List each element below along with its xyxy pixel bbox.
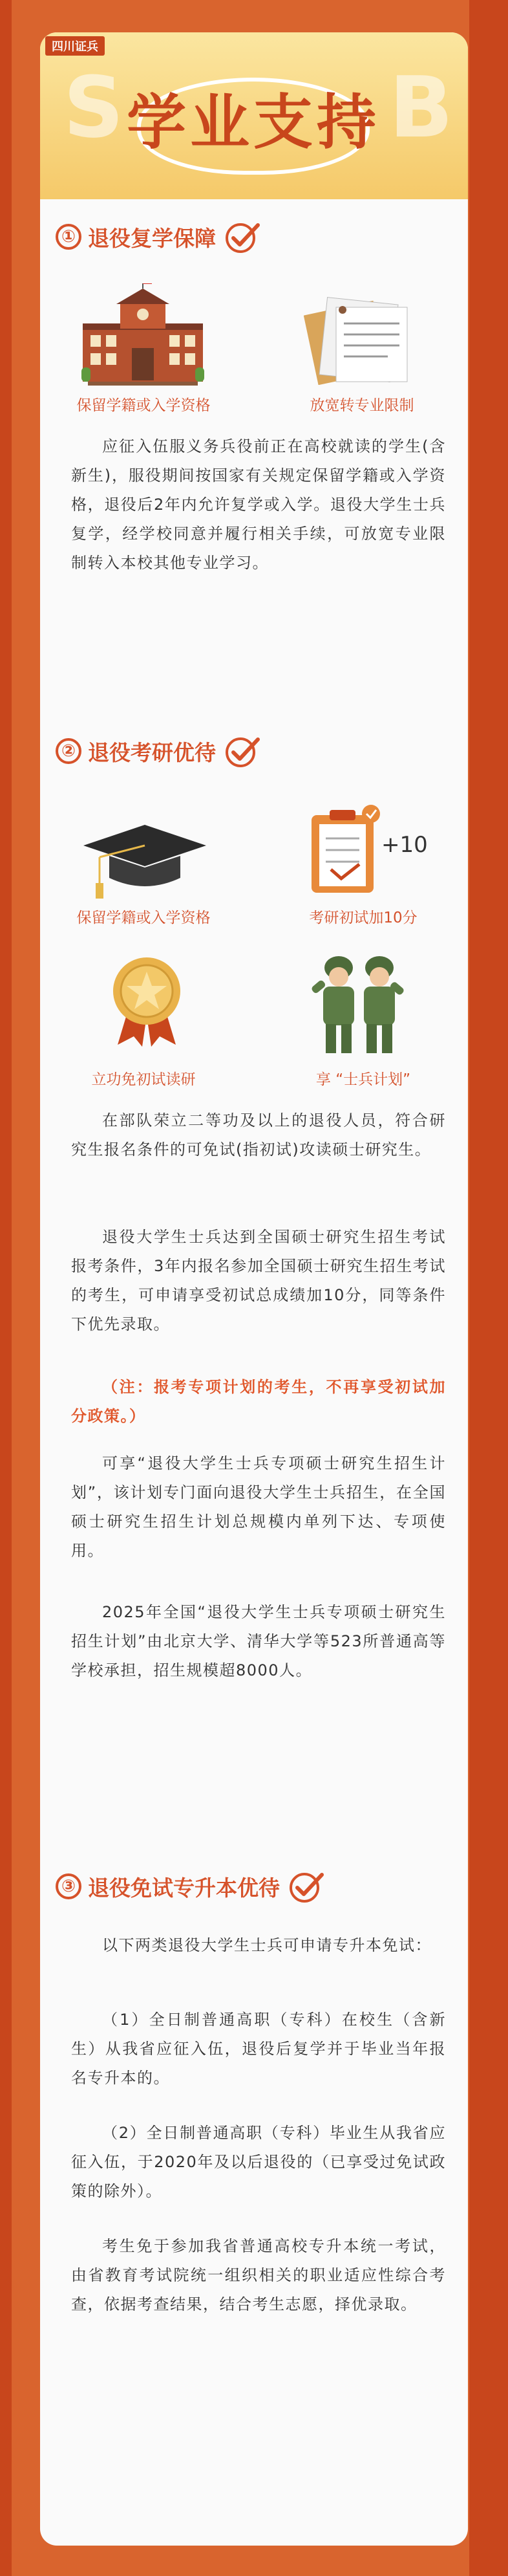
caption-plus-ten: 考研初试加10分 xyxy=(309,910,418,926)
caption-keep-status-1: 保留学籍或入学资格 xyxy=(76,397,211,414)
section-1-paragraph: 应征入伍服义务兵役前正在高校就读的学生(含新生)，服役期间按国家有关规定保留学籍或入学资格，退役后2年内允许复学或入学。退役大学生士兵复学，经学校同意并履行相关手续，可放宽专业限制转入本校其他专业学习。 xyxy=(71,437,446,572)
section-1-heading xyxy=(56,220,262,254)
section-2-number: ② xyxy=(56,738,81,764)
bg-letter-s: S xyxy=(63,58,124,157)
caption-relax-major: 放宽转专业限制 xyxy=(310,397,414,414)
checkmark-icon xyxy=(222,734,262,768)
caption-exempt-exam: 立功免初试读研 xyxy=(91,1071,196,1088)
caption-soldier-plan: 享 “士兵计划” xyxy=(315,1071,411,1088)
section-1-title: 退役复学保障 xyxy=(88,225,216,251)
checkmark-icon xyxy=(286,1870,326,1903)
plus-ten-badge: +10 xyxy=(381,832,428,858)
section-3-heading xyxy=(56,1870,326,1903)
section-2-note: （注：报考专项计划的考生，不再享受初试加分政策。） xyxy=(71,1378,446,1425)
section-2-paragraph-3: 可享“退役大学生士兵专项硕士研究生招生计划”，该计划专门面向退役大学生士兵招生，在全国硕士研究生招生计划总规模内单列下达、专项使用。 xyxy=(71,1454,446,1560)
section-3-paragraph-1: 以下两类退役大学生士兵可申请专升本免试： xyxy=(102,1936,432,1954)
section-1-number: ① xyxy=(56,224,81,250)
section-2-paragraph-2: 退役大学生士兵达到全国硕士研究生招生考试报考条件，3年内报名参加全国硕士研究生招生考试的考生，可申请享受初试总成绩加10分，同等条件下优先录取。 xyxy=(71,1228,446,1333)
checkmark-icon xyxy=(222,220,262,254)
section-2-paragraph-1: 在部队荣立二等功及以上的退役人员，符合研究生报名条件的可免试(指初试)攻读硕士研究生。 xyxy=(71,1111,446,1159)
medal-icon xyxy=(105,951,189,1048)
bg-letter-b: B xyxy=(389,58,454,157)
section-3-number: ③ xyxy=(56,1873,81,1899)
section-2-title: 退役考研优待 xyxy=(88,739,216,765)
content-card xyxy=(40,32,468,2546)
documents-icon xyxy=(304,288,414,385)
page-title: 学业支持 xyxy=(126,88,380,157)
section-3-title: 退役免试专升本优待 xyxy=(88,1875,280,1901)
soldiers-icon xyxy=(299,951,415,1058)
school-building-icon xyxy=(75,283,211,387)
section-2-paragraph-4: 2025年全国“退役大学生士兵专项硕士研究生招生计划”由北京大学、清华大学等523所普通高等学校承担，招生规模超8000人。 xyxy=(71,1603,446,1679)
section-3-paragraph-3: （2）全日制普通高职（专科）毕业生从我省应征入伍，于2020年及以后退役的（已享受过免试政策的除外）。 xyxy=(71,2124,446,2200)
caption-keep-status-2: 保留学籍或入学资格 xyxy=(76,910,211,926)
graduation-cap-icon xyxy=(80,818,209,902)
section-2-heading xyxy=(56,734,262,768)
section-3-paragraph-4: 考生免于参加我省普通高校专升本统一考试，由省教育考试院统一组织相关的职业适应性综合考查，依据考查结果，结合考生志愿，择优录取。 xyxy=(71,2237,446,2313)
brand-logo: 四川证兵 xyxy=(45,36,105,56)
header-banner xyxy=(40,32,468,199)
section-3-paragraph-2: （1）全日制普通高职（专科）在校生（含新生）从我省应征入伍，退役后复学并于毕业当年报名专升本的。 xyxy=(71,2011,446,2087)
